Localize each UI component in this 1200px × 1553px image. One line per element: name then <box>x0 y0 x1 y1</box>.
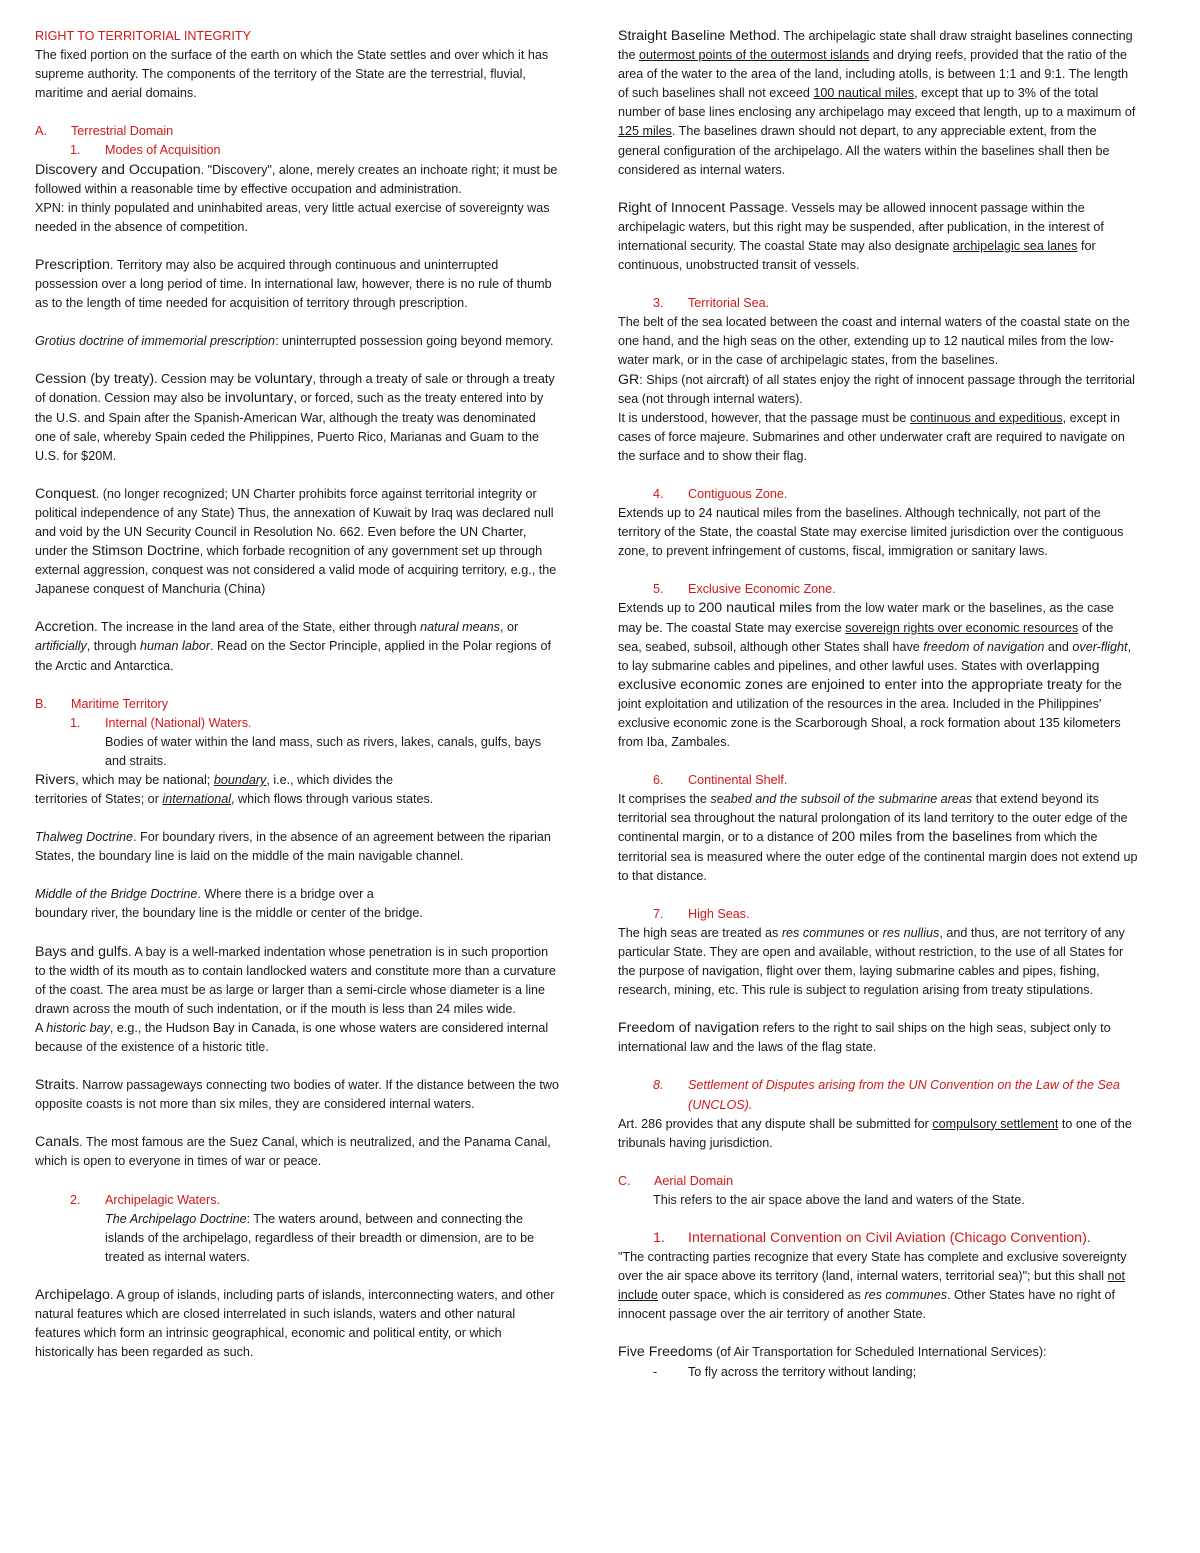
dash-bullet: - <box>653 1364 658 1379</box>
right-column <box>618 27 1138 1382</box>
thalweg-paragraph: Thalweg Doctrine. For boundary rivers, in the absence of an agreement between the riparian States, the boundary line is laid on the middle of the main navigable channel. <box>35 830 551 864</box>
eez-heading: 5. Exclusive Economic Zone. <box>653 582 836 597</box>
section-b-heading: B. Maritime Territory <box>35 696 169 711</box>
baseline-paragraph: Straight Baseline Method. The archipelagic state shall draw straight baselines connecting the outermost points of the outermost islands and drying reefs, provided that the ratio of the area of the water to the area of the land, including atolls, is between 1:1 and 9:1. The length of such baselines shall not exceed 100 nautical miles, except that up to 3% of the total number of base lines enclosing any archipelago may exceed that length, up to a maximum of 125 miles. The baselines drawn should not depart, to any appreciable extent, from the general configuration of the archipelago. All the waters within the baselines shall then be considered as internal waters. <box>618 28 1136 177</box>
contiguous-zone-heading: 4. Contiguous Zone. <box>653 486 788 501</box>
intro-paragraph: The fixed portion on the surface of the earth on which the State settles and over which it has supreme authority. The components of the territory of the State are the terrestrial, fluvial, maritime and aerial domains. <box>35 48 549 101</box>
straits-paragraph: Straits. Narrow passageways connecting two bodies of water. If the distance between the two opposite coasts is not more than six miles, they are considered internal waters. <box>35 1077 559 1112</box>
five-freedoms-paragraph: Five Freedoms (of Air Transportation for Scheduled International Services): <box>618 1344 1047 1361</box>
rivers-paragraph: Rivers, which may be national; boundary, i.e., which divides the territories of States; or international, which flows through various states. <box>35 772 434 807</box>
canals-paragraph: Canals. The most famous are the Suez Canal, which is neutralized, and the Panama Canal, which is open to everyone in times of war or peace. <box>35 1134 551 1169</box>
territorial-sea-heading: 3. Territorial Sea. <box>653 296 770 311</box>
innocent-passage-paragraph: Right of Innocent Passage. Vessels may be allowed innocent passage within the archipelagic waters, but this right may be suspended, after publication, in the interest of international security. The coastal State may also designate archipelagic sea lanes for continuous, unobstructed transit of vessels. <box>618 199 1104 273</box>
chicago-convention-heading: 1. International Convention on Civil Aviation (Chicago Convention). <box>653 1229 1091 1246</box>
internal-waters-heading: 1. Internal (National) Waters. <box>70 715 252 730</box>
archipelago-paragraph: Archipelago. A group of islands, including parts of islands, interconnecting waters, and other natural features which are closed interrelated in such islands, waters and other natural features which form an intrinsic geographical, economic and political entity, or which historically has been regarded as such. <box>35 1286 555 1360</box>
modes-heading: 1. Modes of Acquisition <box>70 143 221 158</box>
grotius-paragraph: Grotius doctrine of immemorial prescription: uninterrupted possession going beyond memory. <box>35 334 554 349</box>
settlement-text: Art. 286 provides that any dispute shall be submitted for compulsory settlement to one of the tribunals having jurisdiction. <box>618 1116 1132 1150</box>
continuous-paragraph: It is understood, however, that the passage must be continuous and expeditious, except in cases of force majeure. Submarines and other underwater craft are required to navigate on the surface and to show their flag. <box>618 410 1125 463</box>
section-c-heading: C. Aerial Domain <box>618 1173 734 1188</box>
accretion-paragraph: Accretion. The increase in the land area of the State, either through natural means, or artificially, through human labor. Read on the Sector Principle, applied in the Polar regions of the Arctic and Antarctica. <box>35 619 551 673</box>
prescription-paragraph: Prescription. Territory may also be acquired through continuous and uninterrupted possession over a long period of time. In international law, however, there is no rule of thumb as to the length of time needed for acquisition of territory through prescription. <box>35 256 552 311</box>
list-item: - To fly across the territory without landing; <box>618 1363 1138 1382</box>
section-a-heading: A. Terrestrial Domain <box>35 124 174 139</box>
gr-paragraph: GR: Ships (not aircraft) of all states enjoy the right of innocent passage through the territorial sea (not through internal waters). <box>618 371 1135 406</box>
left-column <box>35 27 560 1362</box>
bridge-paragraph: Middle of the Bridge Doctrine. Where there is a bridge over a boundary river, the boundary line is the middle or center of the bridge. <box>35 887 423 921</box>
historic-bay-paragraph: A historic bay, e.g., the Hudson Bay in Canada, is one whose waters are considered internal because of the existence of a historic title. <box>35 1020 549 1055</box>
continental-shelf-text: It comprises the seabed and the subsoil of the submarine areas that extend beyond its territorial sea throughout the natural prolongation of its land territory to the outer edge of the continental margin, or to a distance of 200 miles from the baselines from which the territorial sea is measured where the outer edge of the continental margin does not extend up to that distance. <box>618 792 1138 883</box>
high-seas-heading: 7. High Seas. <box>653 906 750 921</box>
continental-shelf-heading: 6. Continental Shelf. <box>653 773 788 788</box>
territorial-sea-text: The belt of the sea located between the coast and internal waters of the coastal state on the one hand, and the high seas on the other, extending up to 12 nautical miles from the low-water mark, or in the case of archipelagic states, from the baselines. <box>618 315 1130 368</box>
bays-paragraph: Bays and gulfs. A bay is a well-marked indentation whose penetration is in such proportion to the width of its mouth as to contain landlocked waters and constitute more than a curvature of the coast. The area must be as large or larger than a semi-circle whose diameter is a line drawn across the mouth of such indentation, or if the mouth is less than 24 miles wide. <box>35 943 556 1016</box>
conquest-paragraph: Conquest. (no longer recognized; UN Charter prohibits force against territorial integrity or political independence of any State) Thus, the annexation of Kuwait by Iraq was declared null and void by the UN Security Council in Resolution No. 662. Even before the UN Charter, under the Stimson Doctrine, which forbade recognition of any government set up through external aggression, conquest was not considered a valid mode of acquiring territory, e.g., the Japanese conquest of Manchuria (China) <box>35 485 557 597</box>
aerial-domain-text: This refers to the air space above the land and waters of the State. <box>653 1192 1025 1207</box>
eez-text: Extends up to 200 nautical miles from the low water mark or the baselines, as the case may be. The coastal State may exercise sovereign rights over economic resources of the sea, seabed, subsoil, although other States shall have freedom of navigation and over-flight, to lay submarine cables and pipelines, and other lawful uses. States with overlapping exclusive economic zones are enjoined to enter into the appropriate treaty for the joint exploitation and utilization of the resources in the area. Included in the Philippines' exclusive economic zone is the Scarborough Shoal, a rock formation about 135 kilometers from Iba, Zambales. <box>618 600 1131 750</box>
cession-paragraph: Cession (by treaty). Cession may be voluntary, through a treaty of sale or through a treaty of donation. Cession may also be involuntary, or forced, such as the treaty entered into by the U.S. and Spain after the Spanish-American War, although the treaty was denominated one of sale, whereby Spain ceded the Philippines, Puerto Rico, Marianas and Guam to the U.S. for $20M. <box>35 371 555 463</box>
internal-waters-text: Bodies of water within the land mass, such as rivers, lakes, canals, gulfs, bays and straits. <box>105 734 542 768</box>
freedom-navigation-paragraph: Freedom of navigation refers to the right to sail ships on the high seas, subject only to international law and the laws of the flag state. <box>618 1020 1111 1055</box>
chicago-convention-text: "The contracting parties recognize that every State has complete and exclusive sovereignty over the air space above its territory (land, internal waters, territorial sea)"; but this shall not include outer space, which is considered as res communes. Other States have no right of innocent passage over the air territory of another State. <box>618 1250 1127 1322</box>
discovery-paragraph: Discovery and Occupation. "Discovery", alone, merely creates an inchoate right; it must be followed within a reasonable time by effective occupation and administration. <box>35 161 558 196</box>
xpn-paragraph: XPN: in thinly populated and uninhabited areas, very little actual exercise of sovereignty was needed in the absence of competition. <box>35 200 550 234</box>
page-title: RIGHT TO TERRITORIAL INTEGRITY <box>35 29 251 43</box>
settlement-heading: 8. Settlement of Disputes arising from the UN Convention on the Law of the Sea (UNCLOS). <box>653 1078 1120 1112</box>
archipelagic-waters-heading: 2. Archipelagic Waters. <box>70 1192 221 1207</box>
archipelago-doctrine-text: The Archipelago Doctrine: The waters around, between and connecting the islands of the archipelago, regardless of their breadth or dimension, are to be treated as internal waters. <box>105 1211 535 1264</box>
high-seas-text: The high seas are treated as res communes or res nullius, and thus, are not territory of any particular State. They are open and available, without restriction, to the use of all States for the purpose of navigation, flight over them, laying submarine cables and pipes, fishing, research, mining, etc. This rule is subject to regulation arising from treaty stipulations. <box>618 925 1125 998</box>
contiguous-zone-text: Extends up to 24 nautical miles from the baselines. Although technically, not part of the territory of the State, the coastal State may exercise limited jurisdiction over the contiguous zone, to prevent infringement of customs, fiscal, immigration or sanitary laws. <box>618 506 1124 559</box>
